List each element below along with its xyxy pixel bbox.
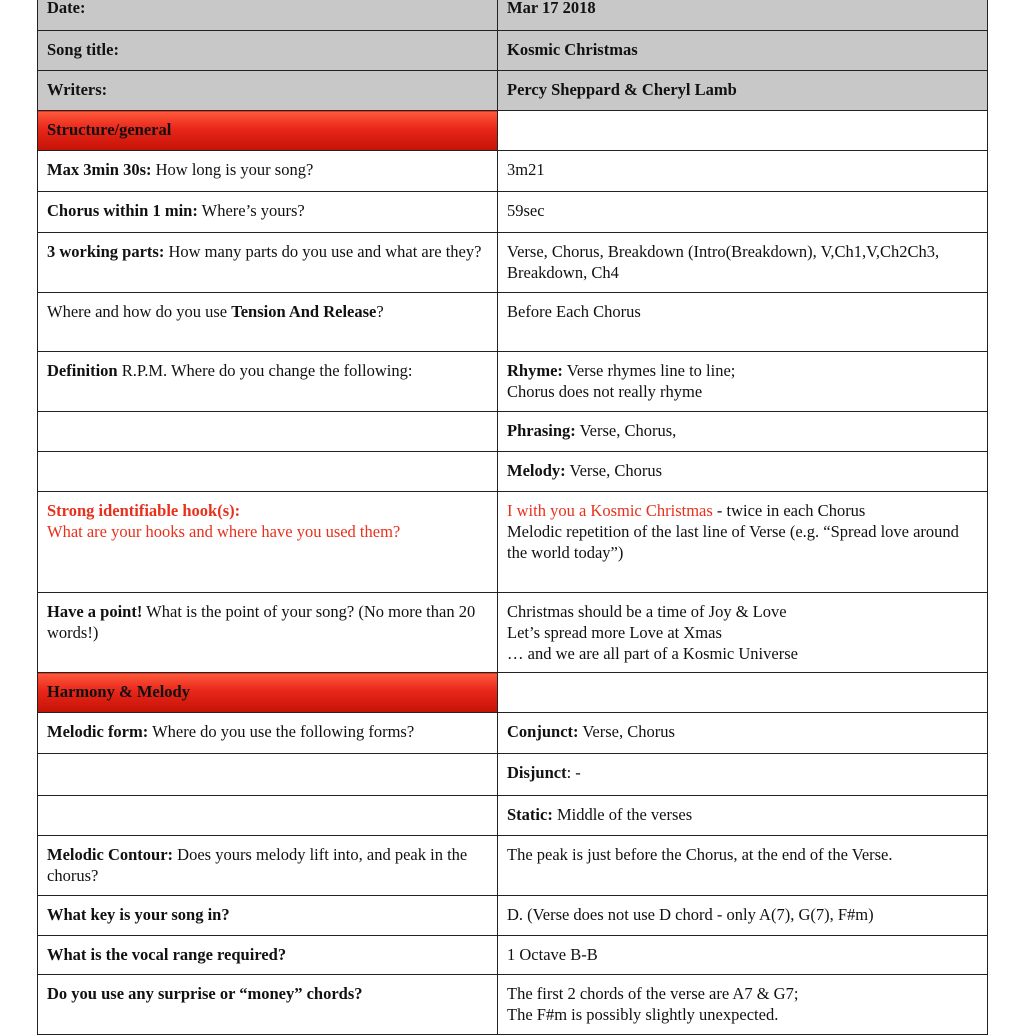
- answer-cell: 59sec: [498, 192, 988, 233]
- question-row-key: [38, 896, 988, 936]
- question-cell: [38, 352, 498, 412]
- answer-text: Verse rhymes line to line;: [562, 361, 736, 380]
- hook-phrase: I with you a Kosmic Christmas: [507, 501, 713, 520]
- answer-cell: 1 Octave B-B: [498, 936, 988, 975]
- question-text: How long is your song?: [151, 160, 314, 179]
- question-row-definition: [38, 352, 988, 412]
- answer-bold: Melody:: [507, 461, 566, 480]
- song-title-row: [38, 31, 988, 71]
- question-cell: Do you use any surprise or “money” chords?: [38, 975, 498, 1035]
- question-cell: What key is your song in?: [38, 896, 498, 936]
- empty-cell: [38, 754, 498, 796]
- question-bold: Tension And Release: [231, 302, 377, 321]
- question-row-melodic-form: [38, 713, 988, 754]
- answer-text: Verse, Chorus: [578, 722, 675, 741]
- answer-cell: [498, 412, 988, 452]
- question-row-chorus: [38, 192, 988, 233]
- question-text: Where and how do you use: [47, 302, 232, 321]
- answer-text: Verse, Chorus: [565, 461, 663, 480]
- answer-bold: Phrasing:: [507, 421, 576, 440]
- question-row-length: [38, 151, 988, 192]
- question-text: Where’s yours?: [197, 201, 305, 220]
- answer-text: - twice in each Chorus: [712, 501, 866, 520]
- question-bold: Melodic form:: [47, 722, 149, 741]
- answer-cell: [498, 975, 988, 1035]
- question-row-melody: [38, 452, 988, 492]
- answer-bold: Rhyme:: [507, 361, 563, 380]
- question-cell: [38, 836, 498, 896]
- question-row-disjunct: [38, 754, 988, 796]
- answer-bold: Disjunct: [507, 763, 567, 782]
- song-review-table: [37, 0, 988, 1035]
- question-row-phrasing: [38, 412, 988, 452]
- answer-line: Melodic repetition of the last line of Verse (e.g. “Spread love around the world today”): [507, 522, 959, 562]
- answer-cell: [498, 492, 988, 593]
- date-label: Date:: [38, 0, 498, 31]
- writers-row: [38, 71, 988, 111]
- section-header-harmony: Harmony & Melody: [38, 673, 498, 713]
- answer-cell: [498, 593, 988, 673]
- question-bold: 3 working parts:: [47, 242, 165, 261]
- question-text: Where do you use the following forms?: [148, 722, 415, 741]
- date-value: Mar 17 2018: [498, 0, 988, 31]
- question-bold: Chorus within 1 min:: [47, 201, 198, 220]
- answer-cell: Before Each Chorus: [498, 293, 988, 352]
- section-empty-cell: [498, 111, 988, 151]
- writers-value: Percy Sheppard & Cheryl Lamb: [498, 71, 988, 111]
- song-title-value: Kosmic Christmas: [498, 31, 988, 71]
- question-text: What are your hooks and where have you used them?: [47, 522, 401, 541]
- answer-cell: Verse, Chorus, Breakdown (Intro(Breakdown), V,Ch1,V,Ch2Ch3, Breakdown, Ch4: [498, 233, 988, 293]
- question-cell: What is the vocal range required?: [38, 936, 498, 975]
- question-text: Does yours melody lift into, and peak in the chorus?: [47, 845, 468, 885]
- question-row-range: [38, 936, 988, 975]
- answer-cell: [498, 713, 988, 754]
- empty-cell: [38, 796, 498, 836]
- answer-text: Middle of the verses: [552, 805, 693, 824]
- empty-cell: [38, 412, 498, 452]
- question-row-tension: [38, 293, 988, 352]
- answer-line: Chorus does not really rhyme: [507, 382, 703, 401]
- question-row-contour: [38, 836, 988, 896]
- answer-line: The first 2 chords of the verse are A7 & G7;: [507, 984, 799, 1003]
- section-empty-cell: [498, 673, 988, 713]
- question-row-static: [38, 796, 988, 836]
- answer-bold: Static:: [507, 805, 553, 824]
- question-bold: Melodic Contour:: [47, 845, 174, 864]
- answer-cell: 3m21: [498, 151, 988, 192]
- question-row-parts: [38, 233, 988, 293]
- question-bold: Max 3min 30s:: [47, 160, 152, 179]
- empty-cell: [38, 452, 498, 492]
- song-title-label: Song title:: [38, 31, 498, 71]
- question-cell: [38, 713, 498, 754]
- question-row-hook: [38, 492, 988, 593]
- section-row-harmony: [38, 673, 988, 713]
- question-bold: Strong identifiable hook(s):: [47, 501, 241, 520]
- question-cell: [38, 151, 498, 192]
- question-cell: [38, 293, 498, 352]
- question-cell: [38, 233, 498, 293]
- section-row-structure: [38, 111, 988, 151]
- question-text: How many parts do you use and what are they?: [164, 242, 482, 261]
- answer-text: Verse, Chorus,: [575, 421, 677, 440]
- question-text: ?: [376, 302, 384, 321]
- answer-cell: The peak is just before the Chorus, at the end of the Verse.: [498, 836, 988, 896]
- answer-line: Let’s spread more Love at Xmas: [507, 623, 722, 642]
- answer-cell: [498, 452, 988, 492]
- answer-line: The F#m is possibly slightly unexpected.: [507, 1005, 779, 1024]
- answer-line: … and we are all part of a Kosmic Universe: [507, 644, 798, 663]
- answer-cell: [498, 352, 988, 412]
- question-text: R.P.M. Where do you change the following:: [117, 361, 413, 380]
- question-text: What is the point of your song? (No more than 20 words!): [47, 602, 476, 642]
- writers-label: Writers:: [38, 71, 498, 111]
- question-cell: [38, 593, 498, 673]
- question-cell: [38, 492, 498, 593]
- date-row: [38, 0, 988, 31]
- answer-text: : -: [566, 763, 581, 782]
- answer-cell: [498, 754, 988, 796]
- answer-bold: Conjunct:: [507, 722, 579, 741]
- answer-cell: [498, 796, 988, 836]
- question-cell: [38, 192, 498, 233]
- answer-line: Christmas should be a time of Joy & Love: [507, 602, 787, 621]
- question-row-surprise: [38, 975, 988, 1035]
- question-bold: Have a point!: [47, 602, 143, 621]
- question-row-point: [38, 593, 988, 673]
- question-bold: Definition: [47, 361, 118, 380]
- section-header-structure: Structure/general: [38, 111, 498, 151]
- answer-cell: D. (Verse does not use D chord - only A(7), G(7), F#m): [498, 896, 988, 936]
